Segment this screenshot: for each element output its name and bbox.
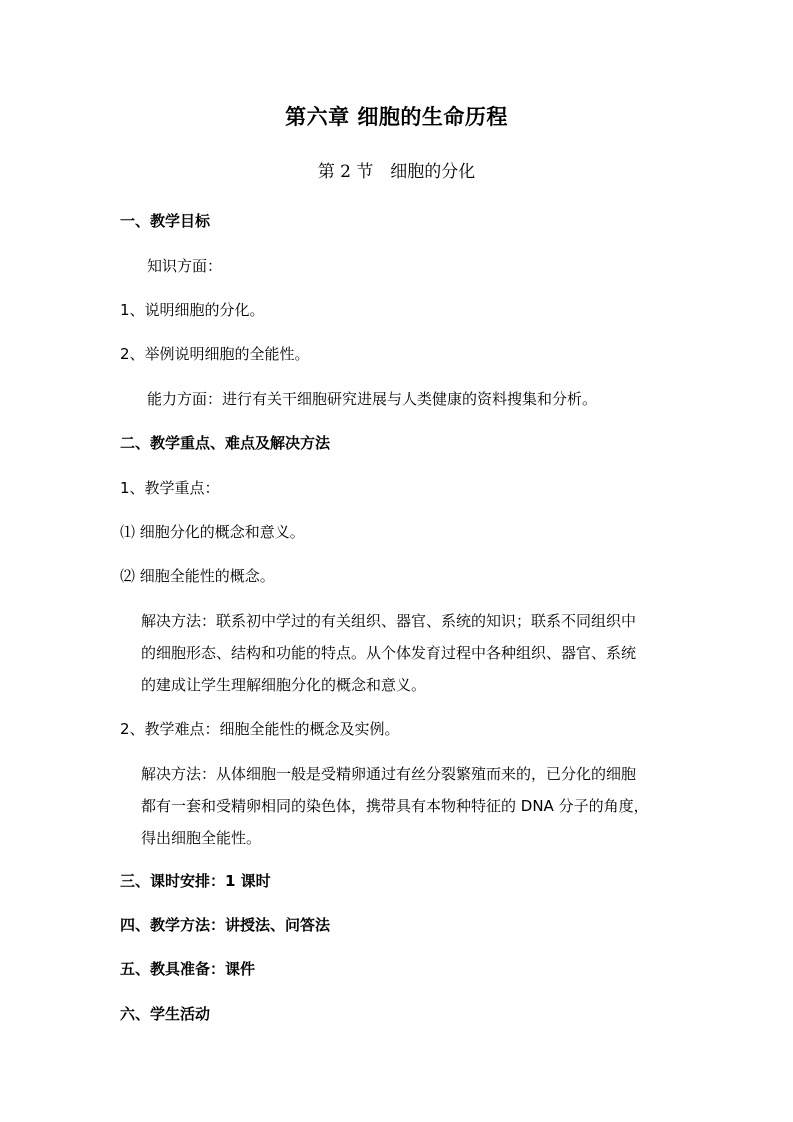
solution-2-line-1: 解决方法：从体细胞一般是受精卵通过有丝分裂繁殖而来的，已分化的细胞 <box>141 765 637 783</box>
heading-key-points: 二、教学重点、难点及解决方法 <box>120 434 331 452</box>
heading-methods: 四、教学方法：讲授法、问答法 <box>120 916 331 934</box>
heading-schedule: 三、课时安排：1 课时 <box>120 872 271 890</box>
heading-materials: 五、教具准备：课件 <box>120 960 256 978</box>
knowledge-label: 知识方面： <box>147 257 223 275</box>
solution-2-line-2: 都有一套和受精卵相同的染色体，携带具有本物种特征的 DNA 分子的角度， <box>141 797 649 815</box>
heading-objectives: 一、教学目标 <box>120 212 211 230</box>
solution-1-line-3: 的建成让学生理解细胞分化的概念和意义。 <box>141 676 427 694</box>
solution-1-line-1: 解决方法：联系初中学过的有关组织、器官、系统的知识；联系不同组织中 <box>141 612 637 630</box>
section-title: 第 2 节 细胞的分化 <box>317 162 476 182</box>
focus-item-1: ⑴ 细胞分化的概念和意义。 <box>120 523 305 541</box>
heading-activities: 六、学生活动 <box>120 1005 211 1023</box>
difficulty-item: 2、教学难点：细胞全能性的概念及实例。 <box>120 720 400 738</box>
solution-2-line-3: 得出细胞全能性。 <box>141 829 262 847</box>
focus-item-2: ⑵ 细胞全能性的概念。 <box>120 567 275 585</box>
focus-label: 1、教学重点： <box>120 479 220 497</box>
solution-1-line-2: 的细胞形态、结构和功能的特点。从个体发育过程中各种组织、器官、系统 <box>141 644 637 662</box>
chapter-title: 第六章 细胞的生命历程 <box>285 104 508 129</box>
objective-item-2: 2、举例说明细胞的全能性。 <box>120 345 310 363</box>
ability-objective: 能力方面：进行有关干细胞研究进展与人类健康的资料搜集和分析。 <box>147 390 598 408</box>
objective-item-1: 1、说明细胞的分化。 <box>120 301 265 319</box>
